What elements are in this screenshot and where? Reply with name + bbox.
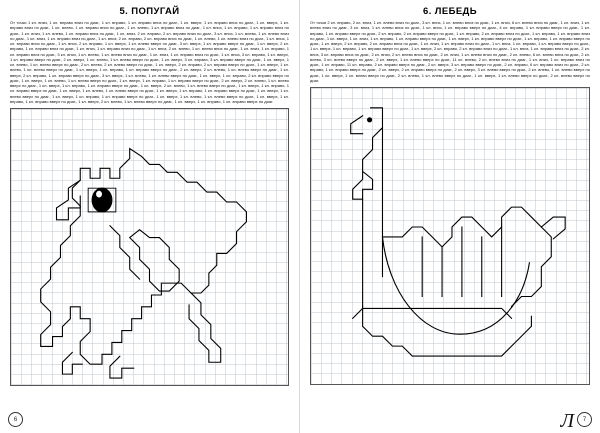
left-page-content [10, 6, 289, 427]
right-grid-canvas [310, 87, 590, 385]
right-page-content [310, 6, 590, 427]
left-page-instructions: От точки 1 кл. вниз, 1 кл. вправо вниз по диаг., 1 кл. вправо, 1 кл. вправо вниз по диаг., 1 кл. вверх, 1 кл. вправо вниз по диаг., 1 кл. вверх, 1 кл. вправо вниз по диаг., 1 кл. влево, 1 кл. вправо вниз по диаг., 1 кл. влево, 1 кл. вправо вниз по диаг., 1 кл. вниз, 1 кл. вправо, 1 кл. вправо вниз по диаг., 1 кл. вниз, 1 кл. влево, 1 кл. вправо вниз по диаг., 1 кл. вниз, 2 кл. вправо, 2 кл. вправо вниз по диаг., 3 кл. вниз, 1 кл. влево, 1 кл. влево вниз по диаг., 1 кл. вниз, 1 кл. вправо вниз по диаг., 1 кл. вниз, 2 кл. вправо, 2 кл. вправо вниз по диаг., 1 кл. влево, 1 кл. влево вниз по диаг., 1 кл. вниз, 1 кл. вправо вниз по диаг., 1 кл. вниз, 2 кл. вправо, 1 кл. вверх, 1 кл. влево вверх по диаг., 3 кл. вверх, 1 кл. вправо вверх по диаг., 1 кл. вверх, 2 кл. вправо, 1 кл. вправо вниз по диаг., 1 кл. вниз, 1 кл. вправо вниз по диаг., 1 кл. вниз, 2 кл. влево, 1 кл. влево вниз по диаг., 1 кл. вниз, 1 кл. вправо, 1 кл. вправо вниз по диаг., 3 кл. вниз, 1 кл. влево, 1 кл. влево вниз по диаг., 1 кл. вниз, 1 кл. вправо вниз по диаг., 1 кл. вниз, 3 кл. вправо, 1 кл. вверх, 1 кл. вправо вверх по диаг., 2 кл. вверх, 1 кл. влево, 1 кл. влево вверх по диаг., 1 кл. вверх, 3 кл. вправо, 3 кл. вправо вверх по диаг., 1 кл. вверх, 1 кл. влево, 1 кл. влево вверх по диаг., 2 кл. влево, 2 кл. влево вверх по диаг., 1 кл. вверх, 2 кл. вправо, 2 кл. вправо вверх по диаг., 1 кл. вверх, 1 кл. влево, 1 кл. влево вверх по диаг., 1 кл. вверх, 1 кл. вправо, 1 кл. вправо вверх по диаг., 2 кл. вверх, 2 кл. влево, 1 кл. влево вверх по диаг., 1 кл. вверх, 2 кл. вправо, 1 кл. вправо вверх по диаг., 3 кл. вверх, 1 кл. влево, 1 кл. влево вверх по диаг., 1 кл. вверх, 1 кл. вправо, 2 кл. вправо вверх по диаг., 1 кл. вверх, 1 кл. влево, 1 кл. влево вверх по диаг., 1 кл. вверх, 1 кл. вправо, 1 кл. вправо вверх по диаг., 2 кл. вверх, 2 кл. влево, 1 кл. влево вверх по диаг., 1 кл. вверх, 1 кл. вправо, 1 кл. вправо вверх по диаг., 1 кл. вверх, 2 кл. влево, 1 кл. влево вверх по диаг., 1 кл. вверх, 1 кл. вправо, 1 кл. вправо вверх по диаг., 1 кл. вверх, 1 кл. влево, 1 кл. влево вверх по диаг., 1 кл. вверх, 1 кл. вправо, 1 кл. вправо вверх по диаг., 1 кл. вверх, 1 кл. влево вверх по диаг., 1 кл. вверх, 1 кл. вправо, 1 кл. вправо вверх по диаг., 1 кл. вверх, 1 кл. влево, 1 кл. влево вверх по диаг., 1 кл. вверх, 1 кл. вправо, 1 кл. вправо вверх по диаг., 1 кл. вверх, 2 кл. влево, 1 кл. влево вверх по диаг., 1 кл. вверх, 1 кл. вправо, 1 кл. вправо вверх по диаг. [10, 20, 289, 104]
right-page-title: 6. ЛЕБЕДЬ [423, 6, 477, 17]
right-page-number: 7 [577, 412, 592, 427]
left-grid-canvas [10, 108, 289, 386]
swan-drawing [311, 88, 589, 384]
parrot-drawing [11, 109, 288, 384]
decorative-letter: Л [560, 410, 574, 432]
left-page-title: 5. ПОПУГАЙ [119, 6, 180, 17]
left-page-number: 6 [8, 412, 23, 427]
right-page [300, 0, 600, 433]
right-page-instructions: От точки 2 кл. вправо, 2 кл. вниз, 1 кл. влево вниз по диаг., 3 кл. вниз, 1 кл. влево вниз по диаг., 1 кл. вниз, 6 кл. влево вниз по диаг., 1 кл. вниз, 1 кл. влево вниз по диаг., 3 кл. вниз, 1 кл. влево вниз по диаг., 1 кл. вниз, 1 кл. вправо вверх по диаг., 4 кл. вправо, 1 кл. вправо вверх по диаг., 1 кл. вправо, 1 кл. вправо вверх по диаг., 2 кл. вправо, 2 кл. вправо вверх по диаг., 1 кл. вправо, 2 кл. вправо вниз по диаг., 1 кл. вправо, 1 кл. вправо вниз по диаг., 1 кл. вверх, 1 кл. вниз, 1 кл. вправо, 1 кл. вправо вверх по диаг., 1 кл. вверх, 1 кл. вправо вверх по диаг., 1 кл. вправо, 1 кл. вправо вверх по диаг., 1 кл. вверх, 2 кл. вправо, 2 кл. вправо вниз по диаг., 1 кл. вниз, 1 кл. вправо вниз по диаг., 1 кл. вниз, 1 кл. вправо, 1 кл. вправо вверх по диаг., 1 кл. вверх, 1 кл. вправо, 1 кл. вправо вверх по диаг., 1 кл. вверх, 2 кл. вправо, 2 кл. вправо вниз по диаг., 1 кл. вниз, 1 кл. вправо вниз по диаг., 2 кл. вниз, 3 кл. вправо вниз по диаг., 2 кл. вниз, 2 кл. влево вниз по диаг., 2 кл. вниз, 1 кл. влево вниз по диаг., 2 кл. влево, 6 кл. влево вниз по диаг., 2 кл. влево, 3 кл. влево вверх по диаг., 2 кл. вверх, 1 кл. влево вверх по диаг., 11 кл. влево, 2 кл. влево вниз по диаг., 1 кл. вниз, 1 кл. вправо вниз по диаг., 1 кл. вправо, 11 кл. вправо, 2 кл. вправо вверх по диаг., 2 кл. вверх, 3 кл. вправо вверх по диаг., 2 кл. вправо, 6 кл. вправо вниз по диаг., 2 кл. вправо, 1 кл. вправо вверх по диаг., 2 кл. вверх, 2 кл. вправо вверх по диаг., 2 кл. вверх, 3 кл. влево вверх по диаг., 2 кл. влево, 1 кл. влево вверх по диаг., 1 кл. вверх, 1 кл. влево вверх по диаг., 2 кл. влево, 1 кл. влево вверх по диаг., 1 кл. вверх, 1 кл. влево вверх по диаг., 2 кл. влево вверх по диаг. [310, 20, 590, 83]
